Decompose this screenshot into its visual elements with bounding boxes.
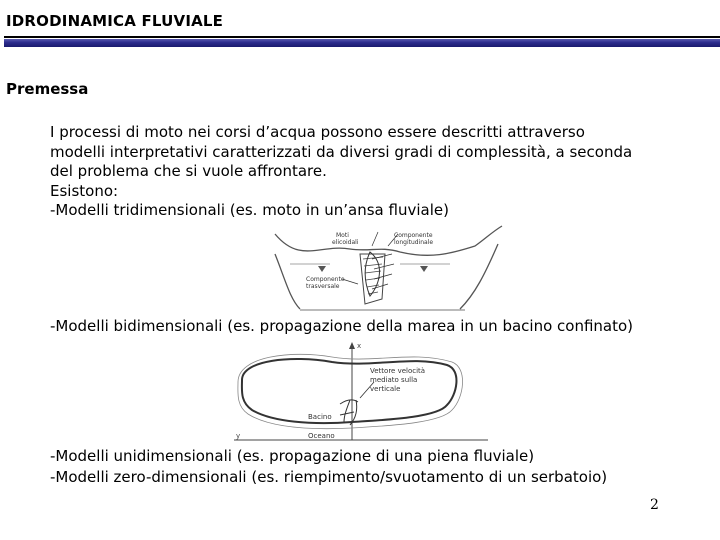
label-verticale: verticale (370, 385, 401, 393)
item-bidimensional: -Modelli bidimensionali (es. propagazione della marea in un bacino confinato) (50, 317, 634, 335)
paragraph-line: I processi di moto nei corsi d’acqua possono essere descritti attraverso (50, 123, 585, 141)
slide-title: IDRODINAMICA FLUVIALE (6, 12, 224, 30)
label-elicoidali: elicoidali (332, 239, 359, 246)
label-trasversale: trasversale (306, 283, 340, 290)
title-divider (4, 36, 720, 50)
page-number: 2 (650, 497, 659, 513)
label-moti: Moti (336, 232, 349, 239)
item-unidimensional: -Modelli unidimensionali (es. propagazione di una piena fluviale) (50, 447, 535, 465)
intro-paragraph (50, 123, 670, 221)
paragraph-line: del problema che si vuole affrontare. (50, 162, 327, 180)
item-tridimensional: -Modelli tridimensionali (es. moto in un’ansa fluviale) (50, 201, 449, 219)
label-longitudinale: longitudinale (394, 239, 434, 246)
label-mediato: mediato sulla (370, 376, 418, 384)
figure-basin-2d (232, 340, 492, 444)
item-zerodimensional: -Modelli zero-dimensionali (es. riempimento/svuotamento di un serbatoio) (50, 468, 608, 486)
section-heading: Premessa (6, 80, 89, 98)
label-bacino: Bacino (308, 413, 332, 421)
label-vettore-velocita: Vettore velocità (370, 367, 426, 375)
paragraph-line: modelli interpretativi caratterizzati da diversi gradi di complessità, a seconda (50, 142, 633, 161)
axis-label-x: x (357, 342, 362, 350)
label-componente-trasv: Componente (306, 276, 345, 283)
label-oceano: Oceano (308, 432, 335, 440)
figure-river-bend-3d (270, 224, 510, 316)
axis-label-y: y (236, 432, 241, 440)
paragraph-line: Esistono: (50, 181, 119, 200)
label-componente-long: Componente (394, 232, 433, 239)
